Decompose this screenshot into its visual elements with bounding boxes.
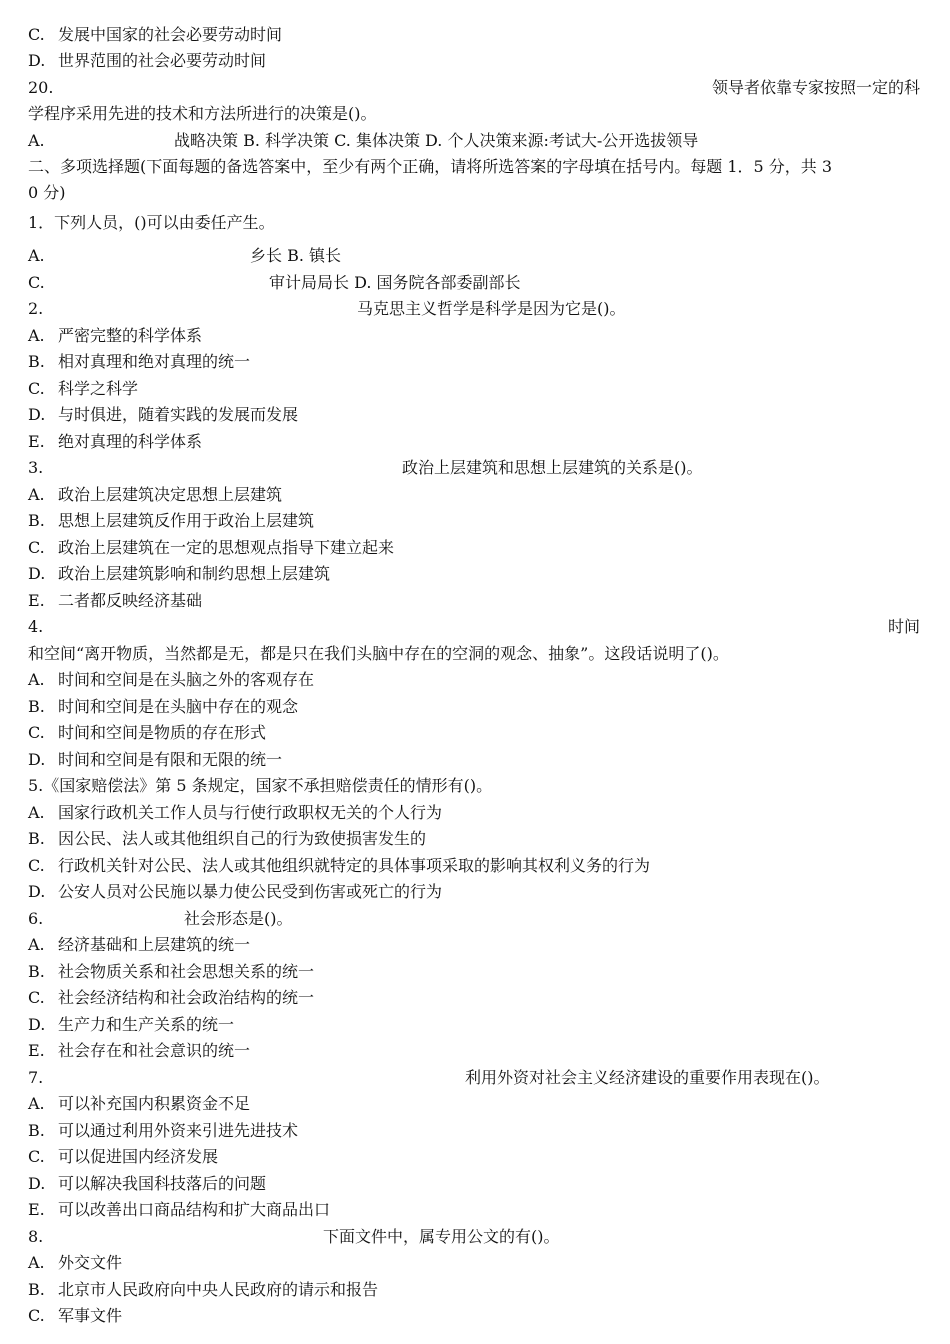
- option-line: [28, 853, 920, 879]
- option-label: D.: [28, 405, 46, 424]
- option-label: A.: [28, 246, 45, 265]
- question-number: 6.: [28, 909, 44, 928]
- option-text: 审计局局长 D. 国务院各部委副部长: [269, 273, 521, 292]
- option-line: [28, 243, 920, 269]
- option-line: [28, 270, 920, 296]
- option-line: [28, 932, 920, 958]
- option-line: [28, 1277, 920, 1303]
- option-line: [28, 376, 920, 402]
- option-text: 与时俱进，随着实践的发展而发展: [58, 405, 299, 424]
- option-label: B.: [28, 511, 45, 530]
- option-label: E.: [28, 591, 45, 610]
- option-line: [28, 429, 920, 455]
- option-line: [28, 694, 920, 720]
- option-line: [28, 1012, 920, 1038]
- option-label: E.: [28, 1041, 45, 1060]
- question-number: 4.: [28, 617, 44, 636]
- option-label: C.: [28, 1147, 45, 1166]
- option-label: B.: [28, 352, 45, 371]
- option-text: 科学之科学: [58, 379, 139, 398]
- question-text: 和空间“离开物质，当然都是无，都是只在我们头脑中存在的空洞的观念、抽象”。这段话说明了()。: [28, 644, 729, 663]
- option-text: 可以解决我国科技落后的问题: [58, 1174, 267, 1193]
- question-text: 马克思主义哲学是科学是因为它是()。: [357, 299, 626, 318]
- question-continuation: [28, 641, 920, 667]
- option-text: 乡长 B. 镇长: [250, 246, 342, 265]
- option-line: [28, 588, 920, 614]
- option-line: [28, 985, 920, 1011]
- option-line: [28, 1038, 920, 1064]
- option-text: 社会存在和社会意识的统一: [58, 1041, 251, 1060]
- option-line: [28, 508, 920, 534]
- option-text: 社会经济结构和社会政治结构的统一: [58, 988, 315, 1007]
- option-text: 绝对真理的科学体系: [58, 432, 203, 451]
- option-line: [28, 667, 920, 693]
- question-text: 领导者依靠专家按照一定的科: [711, 78, 920, 97]
- option-line: [28, 1091, 920, 1117]
- option-text: 可以促进国内经济发展: [58, 1147, 219, 1166]
- option-label: E.: [28, 432, 45, 451]
- section-heading-continuation: [28, 180, 920, 206]
- question-line: [28, 455, 920, 481]
- option-label: C.: [28, 856, 45, 875]
- option-label: A.: [28, 1094, 45, 1113]
- option-line: [28, 826, 920, 852]
- option-text: 行政机关针对公民、法人或其他组织就特定的具体事项采取的影响其权利义务的行为: [58, 856, 651, 875]
- option-text: 思想上层建筑反作用于政治上层建筑: [58, 511, 315, 530]
- question-line: [28, 296, 920, 322]
- question-line: [28, 1065, 920, 1091]
- option-label: C.: [28, 379, 45, 398]
- option-label: C.: [28, 273, 45, 292]
- option-text: 时间和空间是在头脑之外的客观存在: [58, 670, 315, 689]
- question-text: 时间: [887, 617, 920, 636]
- option-label: D.: [28, 1174, 46, 1193]
- option-text: 可以改善出口商品结构和扩大商品出口: [58, 1200, 331, 1219]
- option-line: [28, 959, 920, 985]
- option-line: [28, 535, 920, 561]
- option-text: 发展中国家的社会必要劳动时间: [58, 25, 283, 44]
- question-text: 学程序采用先进的技术和方法所进行的决策是()。: [28, 104, 377, 123]
- option-label: B.: [28, 1280, 45, 1299]
- option-label: C.: [28, 25, 45, 44]
- question-text: 利用外资对社会主义经济建设的重要作用表现在()。: [465, 1068, 830, 1087]
- option-label: D.: [28, 1015, 46, 1034]
- option-text: 相对真理和绝对真理的统一: [58, 352, 251, 371]
- option-text: 因公民、法人或其他组织自己的行为致使损害发生的: [58, 829, 427, 848]
- option-label: C.: [28, 723, 45, 742]
- option-text: 生产力和生产关系的统一: [58, 1015, 235, 1034]
- option-label: B.: [28, 1121, 45, 1140]
- option-label: A.: [28, 131, 45, 150]
- option-label: D.: [28, 750, 46, 769]
- option-line: [28, 747, 920, 773]
- option-label: D.: [28, 882, 46, 901]
- question-text: 5.《国家赔偿法》第 5 条规定，国家不承担赔偿责任的情形有()。: [28, 776, 493, 795]
- option-text: 可以通过利用外资来引进先进技术: [58, 1121, 299, 1140]
- option-text: 二者都反映经济基础: [58, 591, 203, 610]
- option-label: A.: [28, 326, 45, 345]
- option-line: [28, 1303, 920, 1329]
- question-line: [28, 210, 920, 236]
- option-text: 国家行政机关工作人员与行使行政职权无关的个人行为: [58, 803, 443, 822]
- option-label: C.: [28, 538, 45, 557]
- question-line: [28, 773, 920, 799]
- option-label: B.: [28, 962, 45, 981]
- option-label: A.: [28, 485, 45, 504]
- option-line: [28, 1118, 920, 1144]
- option-line: [28, 22, 920, 48]
- option-text: 时间和空间是在头脑中存在的观念: [58, 697, 299, 716]
- option-text: 政治上层建筑在一定的思想观点指导下建立起来: [58, 538, 395, 557]
- section-heading: [28, 154, 920, 180]
- question-line: [28, 614, 920, 640]
- question-number: 3.: [28, 458, 44, 477]
- option-text: 军事文件: [58, 1306, 123, 1325]
- option-text: 时间和空间是有限和无限的统一: [58, 750, 283, 769]
- option-line: [28, 48, 920, 74]
- section-heading-text: 0 分): [28, 183, 66, 202]
- option-line: [28, 561, 920, 587]
- question-text: 社会形态是()。: [184, 909, 293, 928]
- option-line: [28, 1144, 920, 1170]
- option-line: [28, 349, 920, 375]
- option-label: B.: [28, 697, 45, 716]
- option-line: [28, 879, 920, 905]
- option-line: [28, 1250, 920, 1276]
- option-text: 战略决策 B. 科学决策 C. 集体决策 D. 个人决策来源:考试大-公开选拔领导: [174, 131, 699, 150]
- option-text: 公安人员对公民施以暴力使公民受到伤害或死亡的行为: [58, 882, 443, 901]
- option-label: A.: [28, 935, 45, 954]
- option-label: C.: [28, 1306, 45, 1325]
- option-line: [28, 1197, 920, 1223]
- option-text: 经济基础和上层建筑的统一: [58, 935, 251, 954]
- option-text: 政治上层建筑影响和制约思想上层建筑: [58, 564, 331, 583]
- section-heading-text: 二、多项选择题(下面每题的备选答案中，至少有两个正确，请将所选答案的字母填在括号内。每题 1．5 分，共 3: [28, 157, 833, 176]
- option-text: 可以补充国内积累资金不足: [58, 1094, 251, 1113]
- option-line: [28, 128, 920, 154]
- question-number: 20.: [28, 78, 54, 97]
- option-label: E.: [28, 1200, 45, 1219]
- question-line: [28, 906, 920, 932]
- option-line: [28, 720, 920, 746]
- option-text: 世界范围的社会必要劳动时间: [58, 51, 267, 70]
- option-line: [28, 1171, 920, 1197]
- option-text: 时间和空间是物质的存在形式: [58, 723, 267, 742]
- question-number: 2.: [28, 299, 44, 318]
- question-number: 7.: [28, 1068, 44, 1087]
- option-label: A.: [28, 670, 45, 689]
- question-text: 下面文件中，属专用公文的有()。: [323, 1227, 560, 1246]
- option-line: [28, 402, 920, 428]
- option-label: D.: [28, 564, 46, 583]
- option-text: 社会物质关系和社会思想关系的统一: [58, 962, 315, 981]
- option-label: C.: [28, 988, 45, 1007]
- option-label: B.: [28, 829, 45, 848]
- question-line: [28, 1224, 920, 1250]
- option-line: [28, 800, 920, 826]
- option-line: [28, 482, 920, 508]
- option-text: 外交文件: [58, 1253, 123, 1272]
- option-label: A.: [28, 803, 45, 822]
- option-text: 北京市人民政府向中央人民政府的请示和报告: [58, 1280, 379, 1299]
- question-text: 政治上层建筑和思想上层建筑的关系是()。: [402, 458, 703, 477]
- option-label: A.: [28, 1253, 45, 1272]
- option-line: [28, 323, 920, 349]
- option-label: D.: [28, 51, 46, 70]
- question-line: [28, 75, 920, 101]
- question-number: 8.: [28, 1227, 44, 1246]
- option-text: 严密完整的科学体系: [58, 326, 203, 345]
- question-continuation: [28, 101, 920, 127]
- option-text: 政治上层建筑决定思想上层建筑: [58, 485, 283, 504]
- question-text: 1．下列人员，()可以由委任产生。: [28, 213, 275, 232]
